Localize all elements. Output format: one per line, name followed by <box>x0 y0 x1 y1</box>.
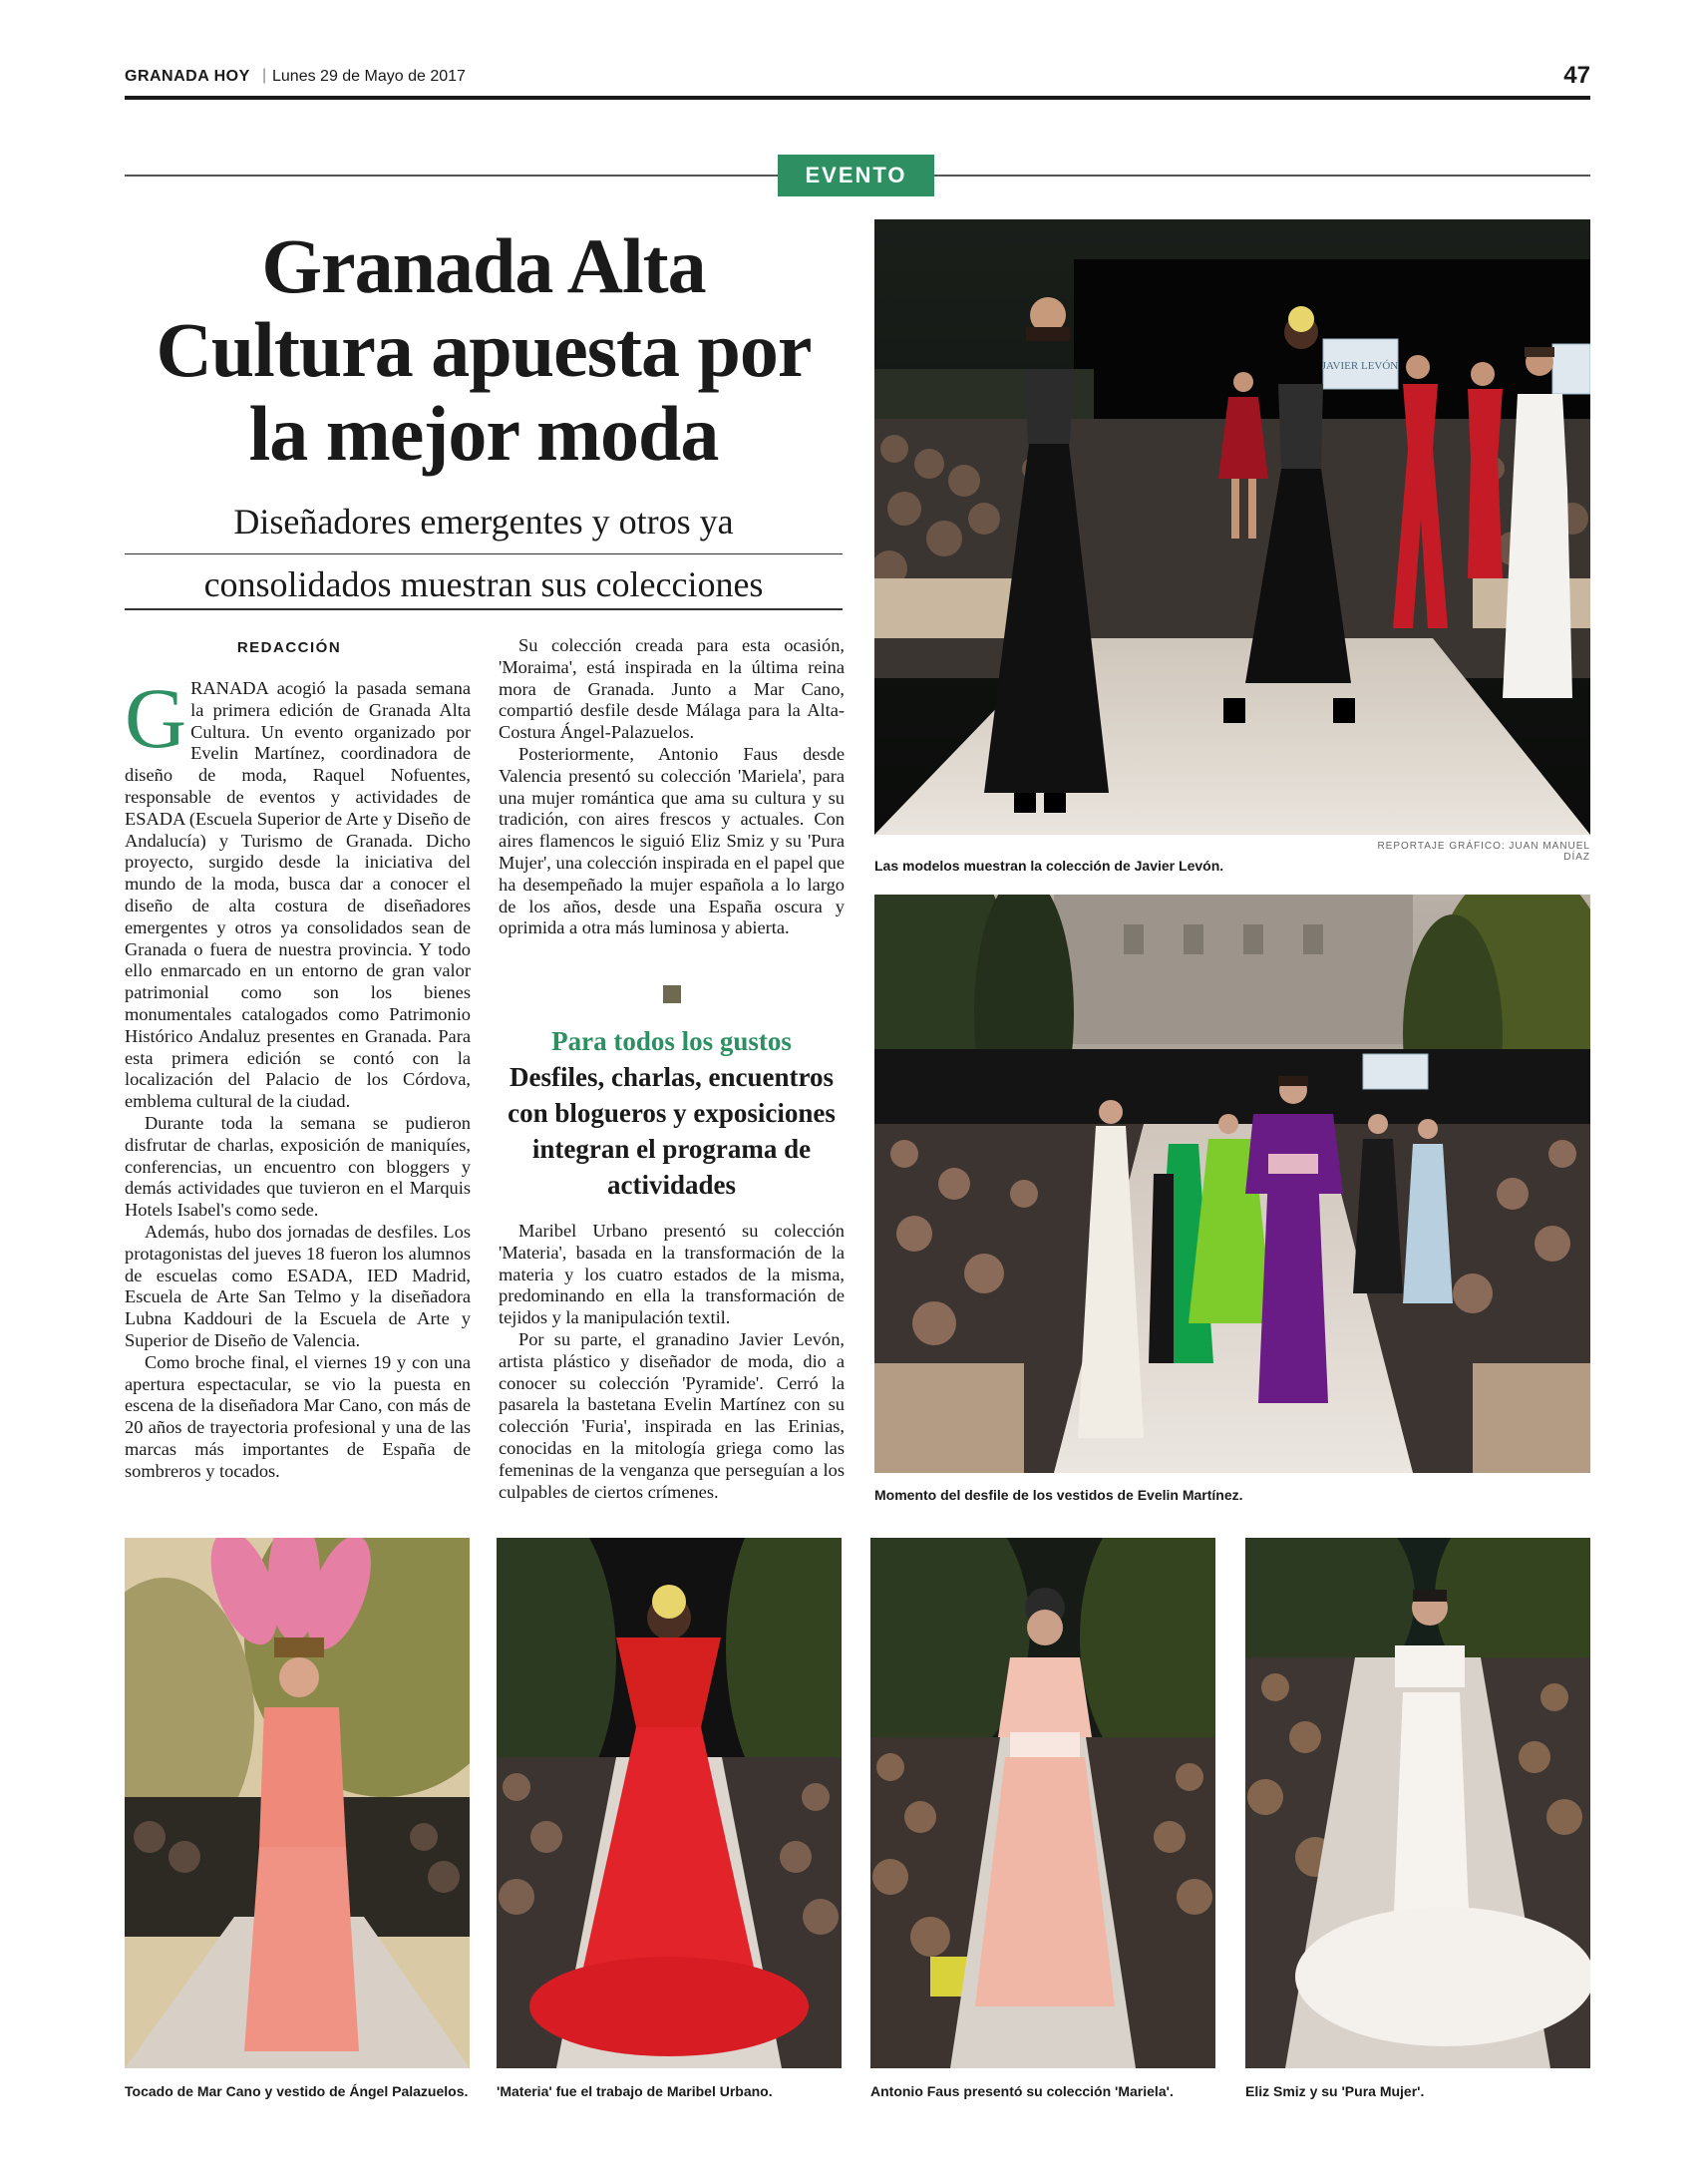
body-paragraph: Maribel Urbano presentó su colección 'Materia', basada en la transformación de la materia y los cuatro estados de la misma, predominando en ella la transformación de tejidos y la manipulación textil. <box>499 1221 845 1328</box>
runway-sign-text: JAVIER LEVÓN <box>1321 360 1399 372</box>
subheadline-line-2: consolidados muestran sus colecciones <box>203 564 764 604</box>
article-column-2-continued <box>499 1221 845 1503</box>
header-separator: | <box>262 67 267 84</box>
byline: REDACCIÓN <box>236 639 342 656</box>
body-paragraph: Su colección creada para esta ocasión, 'Moraima', está inspirada en la última reina mora de Granada. Junto a Mar Cano, compartió desfile desde Málaga para la Alta-Costura Ángel-Palazuelos. <box>499 635 845 743</box>
issue-date: Lunes 29 de Mayo de 2017 <box>272 68 466 85</box>
caption-bottom-4: Eliz Smiz y su 'Pura Mujer'. <box>1245 2083 1425 2099</box>
caption-middle-photo: Momento del desfile de los vestidos de Evelin Martínez. <box>874 1487 1243 1503</box>
midhead-kicker: Para todos los gustos <box>551 1026 792 1056</box>
model-figure-5 <box>1468 362 1503 578</box>
photo-credit: REPORTAJE GRÁFICO: JUAN MANUEL DÍAZ <box>1377 841 1590 863</box>
drop-cap: G <box>125 670 187 766</box>
body-paragraph: Posteriormente, Antonio Faus desde Valencia presentó su colección 'Mariela', para una mujer romántica que ama su cultura y su tradición, con aires frescos y actuales. Con aires flamencos le siguió Eliz Smiz y su 'Pura Mujer', una colección inspirada en el papel que ha desempeñado la mujer española a lo largo de los años, desde una España oscura y oprimida a otra más luminosa y abierta. <box>499 743 845 938</box>
photo-javier-levon-runway <box>874 219 1590 835</box>
body-paragraph: Además, hubo dos jornadas de desfiles. Los protagonistas del jueves 18 fueron los alumnos de escuelas como ESADA, IED Madrid, Escuela de Arte San Telmo y la diseñadora Lubna Kaddouri de la Escuela de Arte y Superior de Diseño de Valencia. <box>125 1221 471 1350</box>
midhead-square-ornament <box>663 985 681 1003</box>
headline: Granada Alta Cultura apuesta por la mejor moda <box>156 222 812 477</box>
caption-top-photo: Las modelos muestran la colección de Javier Levón. <box>874 858 1224 874</box>
caption-bottom-3: Antonio Faus presentó su colección 'Mariela'. <box>870 2083 1174 2099</box>
page-number: 47 <box>1563 62 1590 89</box>
article-column-2 <box>499 635 845 939</box>
section-tag: EVENTO <box>778 155 934 196</box>
body-paragraph: Durante toda la semana se pudieron disfrutar de charlas, exposición de maniquíes, conferencias, un encuentro con bloggers y demás actividades que tuvieron en el Marquis Hotels Isabel's como sede. <box>125 1112 471 1221</box>
midhead-deck: Desfiles, charlas, encuentros con blogueros y exposiciones integran el programa de actividades <box>508 1062 836 1200</box>
subheadline-line-1: Diseñadores emergentes y otros ya <box>125 494 843 554</box>
page-header <box>125 62 1590 100</box>
photo-eliz-smiz-pura-mujer <box>1245 1538 1590 2068</box>
caption-bottom-2: 'Materia' fue el trabajo de Maribel Urbano. <box>497 2083 773 2099</box>
photo-maribel-urbano-materia <box>497 1538 842 2068</box>
lead-paragraph <box>125 670 471 1113</box>
publication-name: GRANADA HOY <box>125 68 250 85</box>
photo-mar-cano-headpiece <box>125 1538 470 2068</box>
subheadline <box>125 494 843 612</box>
article-column-1 <box>125 670 471 1482</box>
midhead <box>499 985 845 1203</box>
subheadline-rule <box>125 608 843 610</box>
body-paragraph: Como broche final, el viernes 19 y con una apertura espectacular, se vio la puesta en escena de la diseñadora Mar Cano, con más de 20 años de trayectoria profesional y una de las marcas más importantes de España de sombreros y tocados. <box>125 1351 471 1481</box>
lead-paragraph-text: RANADA acogió la pasada semana la primera edición de Granada Alta Cultura. Un evento organizado por Evelin Martínez, coordinadora de diseño de moda, Raquel Nofuentes, responsable de eventos y actividades de ESADA (Escuela Superior de Arte y Diseño de Andalucía) y Turismo de Granada. Dicho proyecto, surgido desde la iniciativa del mundo de la moda, busca dar a conocer el diseño de alta costura de diseñadores emergentes y otros ya consolidados sean de Granada o fuera de nuestra provincia. Y todo ello enmarcado en un entorno de gran valor patrimonial como son los bienes monumentales catalogados como Patrimonio Histórico Andaluz presentes en Granada. Para esta primera edición se contó con la localización del Palacio de los Córdova, emblema cultural de la ciudad. <box>125 678 471 1112</box>
photo-evelin-martinez-runway <box>874 895 1590 1473</box>
caption-bottom-1: Tocado de Mar Cano y vestido de Ángel Palazuelos. <box>125 2083 469 2099</box>
photo-antonio-faus-mariela <box>870 1538 1215 2068</box>
body-paragraph: Por su parte, el granadino Javier Levón, artista plástico y diseñador de moda, dio a conocer su colección 'Pyramide'. Cerró la pasarela la bastetana Evelin Martínez con su colección 'Furia', inspirada en las Erinias, conocidas en la mitología griega como las femeninas de la venganza que perseguían a los culpables de ciertos crímenes. <box>499 1328 845 1502</box>
